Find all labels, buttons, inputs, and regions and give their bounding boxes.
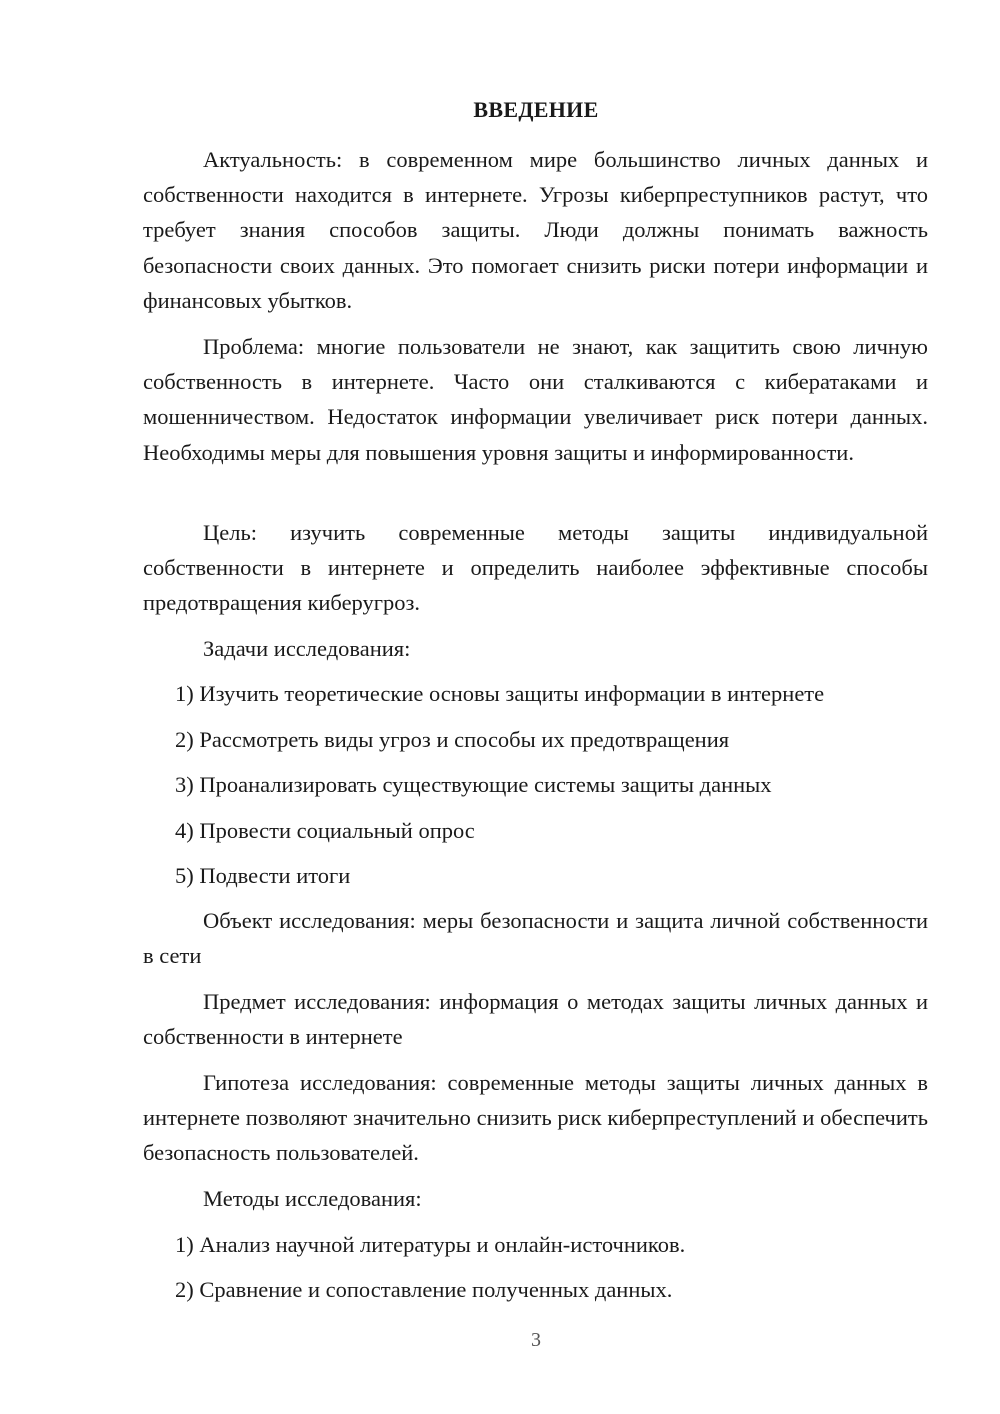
paragraph-hypothesis: Гипотеза исследования: современные методы защиты личных данных в интернете позволяют значительно снизить риск киберпреступлений и обеспечить безопасность пользователей. [143, 1070, 928, 1166]
paragraph-problem: Проблема: многие пользователи не знают, как защитить свою личную собственность в интернете. Часто они сталкиваются с кибератаками и мошенничеством. Недостаток информации увеличивает риск потери данных. Необходимы меры для повышения уровня защиты и информированности. [143, 334, 928, 465]
task-item: 5) Подвести итоги [175, 863, 351, 888]
paragraph-relevance: Актуальность: в современном мире большинство личных данных и собственности находится в интернете. Угрозы киберпреступников растут, что требует знания способов защиты. Люди должны понимать важность безопасности своих данных. Это помогает снизить риски потери информации и финансовых убытков. [143, 147, 928, 313]
task-item: 1) Изучить теоретические основы защиты информации в интернете [175, 681, 825, 706]
page-title: ВВЕДЕНИЕ [473, 97, 599, 122]
page-number: 3 [531, 1329, 541, 1351]
task-item: 3) Проанализировать существующие системы защиты данных [175, 772, 772, 797]
method-item: 2) Сравнение и сопоставление полученных данных. [175, 1277, 673, 1302]
paragraph-object: Объект исследования: меры безопасности и защита личной собственности в сети [143, 908, 928, 969]
methods-heading: Методы исследования: [203, 1186, 422, 1211]
paragraph-goal: Цель: изучить современные методы защиты индивидуальной собственности в интернете и определить наиболее эффективные способы предотвращения киберугроз. [143, 520, 928, 616]
method-item: 1) Анализ научной литературы и онлайн-источников. [175, 1232, 686, 1257]
task-item: 2) Рассмотреть виды угроз и способы их предотвращения [175, 727, 730, 752]
paragraph-subject: Предмет исследования: информация о методах защиты личных данных и собственности в интернете [143, 989, 928, 1050]
tasks-heading: Задачи исследования: [203, 636, 411, 661]
task-item: 4) Провести социальный опрос [175, 818, 475, 843]
